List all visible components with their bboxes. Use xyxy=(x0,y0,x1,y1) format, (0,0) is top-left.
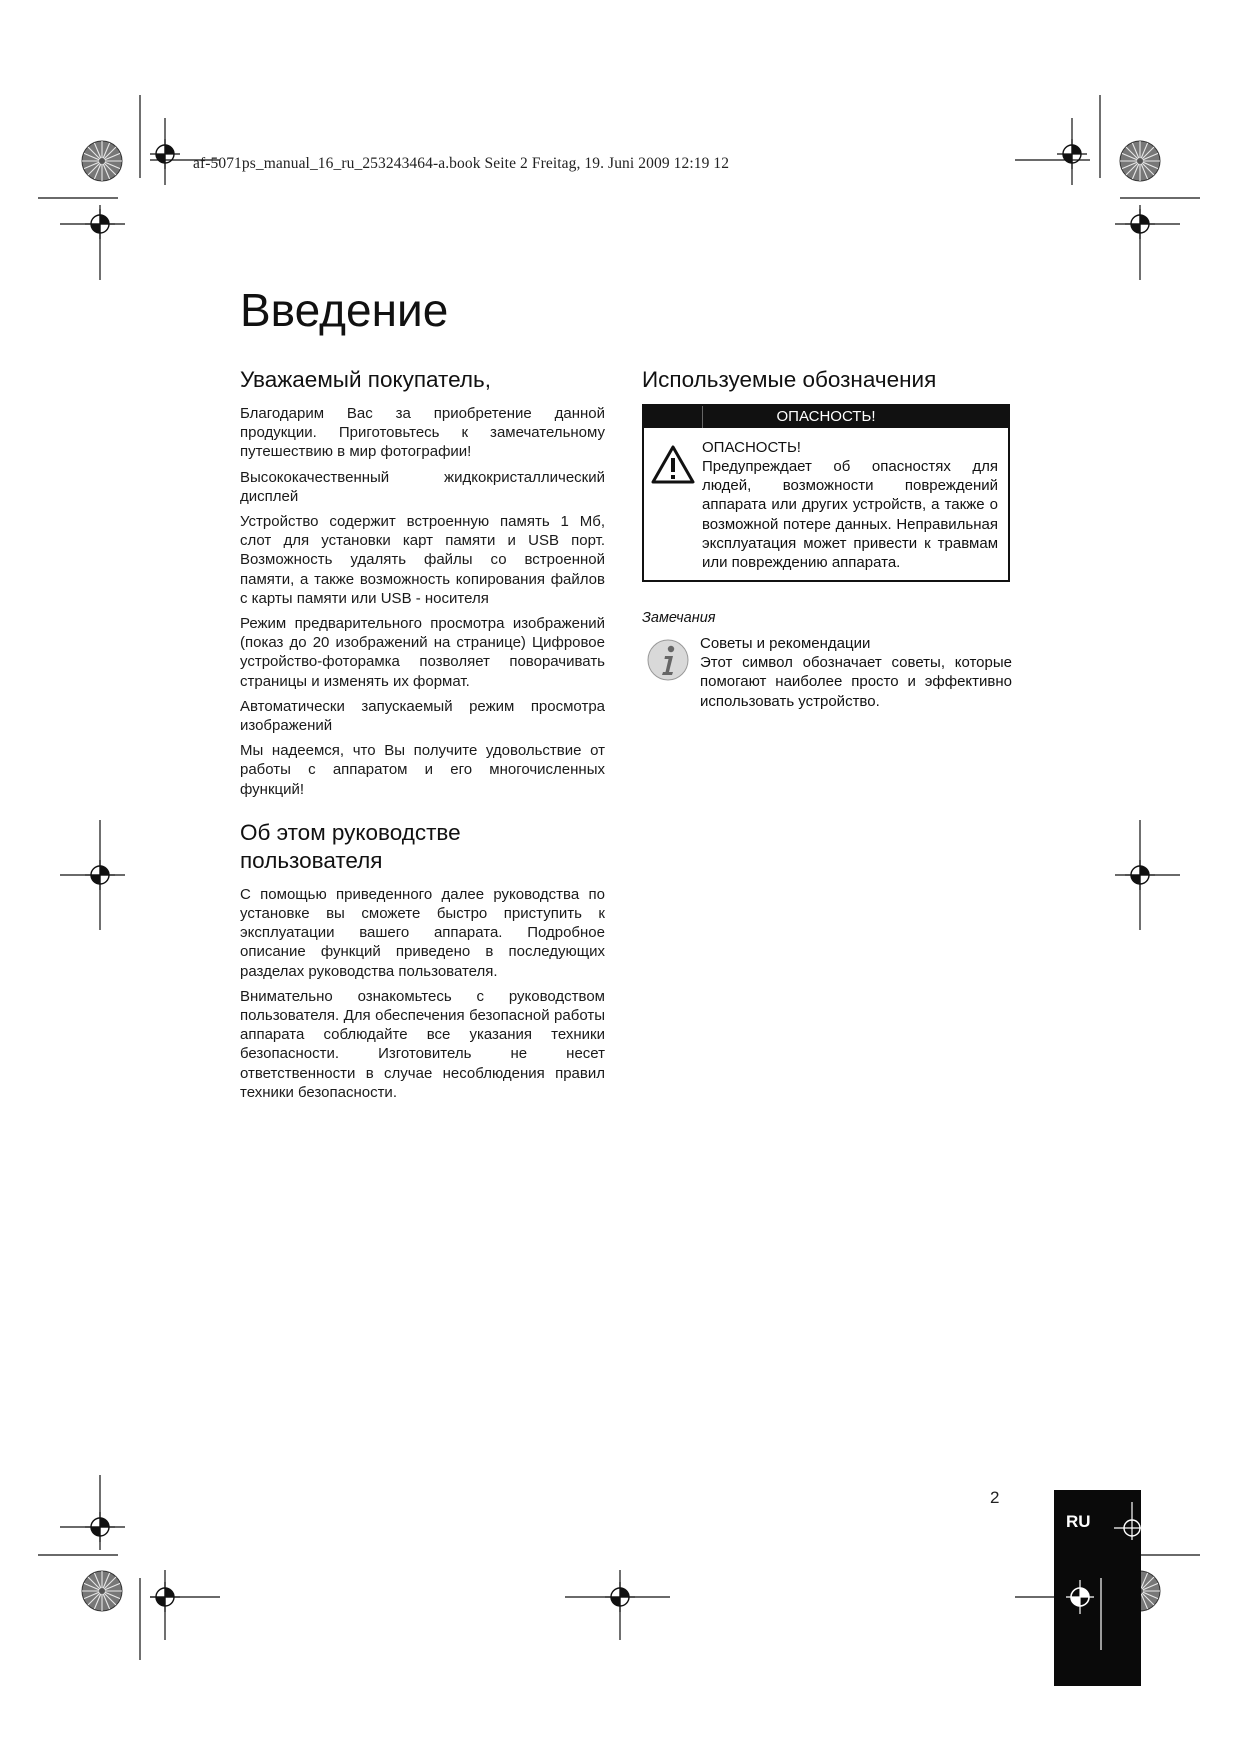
danger-header-label: ОПАСНОСТЬ! xyxy=(776,408,876,425)
left-column xyxy=(240,366,605,1108)
info-icon xyxy=(646,638,690,682)
notes-title: Советы и рекомендации xyxy=(700,635,871,653)
paragraph: Автоматически запускаемый режим просмотра изображений xyxy=(240,697,605,735)
right-column xyxy=(642,366,1012,711)
language-tab-label: RU xyxy=(1066,1512,1091,1531)
section-heading-about-manual: Об этом руководстве пользователя xyxy=(240,819,461,873)
registration-mark-icon xyxy=(85,860,115,890)
paragraph: Благодарим Вас за приобретение данной продукции. Приготовьтесь к замечательному путешествию в мир фотографии! xyxy=(240,405,605,461)
paragraph: С помощью приведенного далее руководства по установке вы сможете быстро приступить к эксплуатации вашего аппарата. Подробное описание функций приведено в последующих разделах руководства пользователя. xyxy=(240,885,605,980)
language-tab xyxy=(1054,1490,1141,1686)
danger-notice-box xyxy=(642,404,1010,582)
danger-box-body xyxy=(644,428,1008,580)
language-tab-marks xyxy=(1054,1490,1141,1686)
file-header-line: af-5071ps_manual_16_ru_253243464-a.book Seite 2 Freitag, 19. Juni 2009 12:19 12 xyxy=(193,155,730,172)
registration-mark-icon xyxy=(150,139,180,169)
notes-block xyxy=(642,634,1012,711)
notes-text: Этот символ обозначает советы, которые помогают наиболее просто и эффективно использовать устройство. xyxy=(700,654,1012,710)
paragraph: Устройство содержит встроенную память 1 Мб, слот для установки карт памяти и USB порт. Возможность удалять файлы со встроенной памяти, а также возможность копирования файлов с карты памяти или USB - носителя xyxy=(240,513,605,607)
danger-title: ОПАСНОСТЬ! xyxy=(702,439,801,456)
danger-text: Предупреждает об опасностях для людей, возможности повреждений аппарата или других устройств, а также о возможной потере данных. Неправильная эксплуатация может привести к травмам или повреждению аппарата. xyxy=(702,458,998,572)
warning-triangle-icon xyxy=(650,444,696,486)
page-number: 2 xyxy=(990,1488,1000,1507)
registration-mark-icon xyxy=(605,1582,635,1612)
paragraph: Высококачественный жидкокристаллический дисплей xyxy=(240,468,605,505)
registration-star-icon xyxy=(1120,141,1160,181)
paragraph: Внимательно ознакомьтесь с руководством пользователя. Для обеспечения безопасной работы аппарата соблюдайте все указания техники безопасности. Изготовитель не несет ответственности в случае несоблюдения правил техники безопасности. xyxy=(240,987,605,1101)
notes-label: Замечания xyxy=(642,610,716,627)
registration-mark-icon xyxy=(1125,209,1155,239)
registration-mark-icon xyxy=(85,1512,115,1542)
danger-box-header xyxy=(644,406,1008,428)
registration-star-icon xyxy=(82,1571,122,1611)
registration-mark-icon xyxy=(85,209,115,239)
paragraph: Мы надеемся, что Вы получите удовольствие от работы с аппаратом и его многочисленных функций! xyxy=(240,742,605,798)
registration-star-icon xyxy=(82,141,122,181)
section-heading-dear-customer: Уважаемый покупатель, xyxy=(240,367,491,392)
section-heading-symbols: Используемые обозначения xyxy=(642,367,937,392)
registration-mark-icon xyxy=(1125,860,1155,890)
page-title: Введение xyxy=(240,284,449,336)
registration-mark-icon xyxy=(150,1582,180,1612)
paragraph: Режим предварительного просмотра изображений (показ до 20 изображений на странице) Цифровое устройство-фоторамка позволяет поворачивать страницы и изменять их формат. xyxy=(240,615,605,690)
registration-mark-icon xyxy=(1057,139,1087,169)
